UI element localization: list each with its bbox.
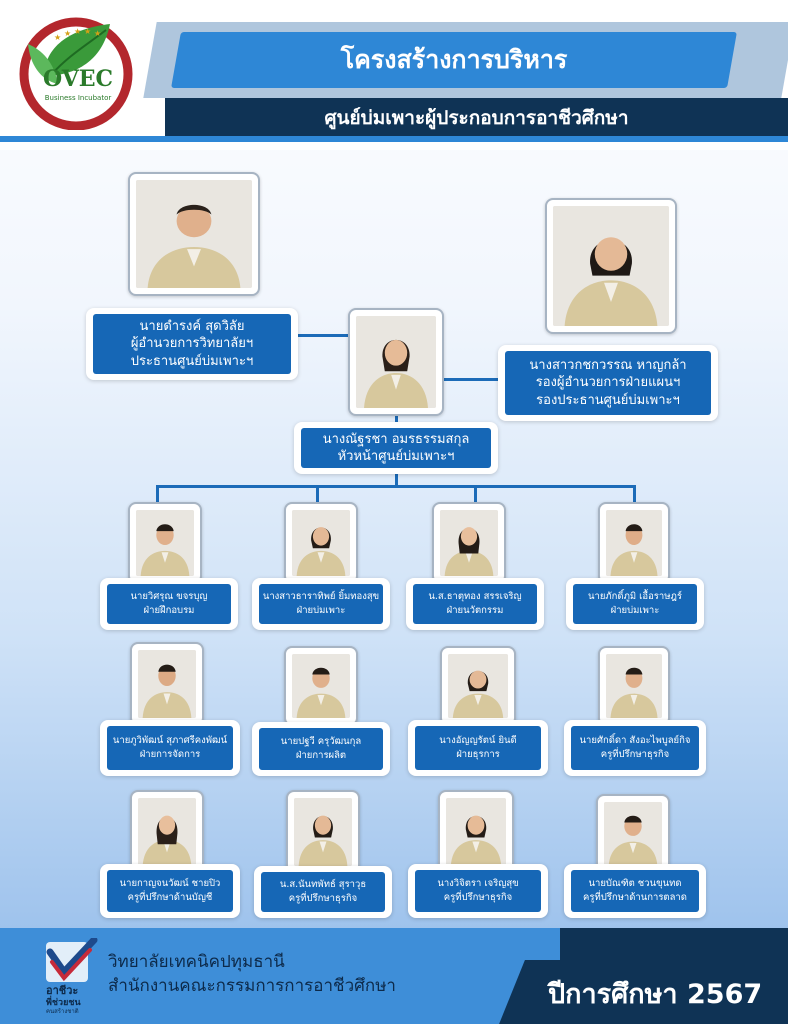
page-title: โครงสร้างการบริหาร xyxy=(340,45,568,74)
staff-role: ครูที่ปรึกษาธุรกิจ xyxy=(443,892,513,903)
staff-name: นายภักดิ์ภูมิ เอื้อราษฎร์ xyxy=(588,591,682,603)
staff-role: ฝ่ายการผลิต xyxy=(295,750,347,761)
staff-name: นายปฐวี ครุวัฒนกุล xyxy=(280,736,362,748)
person-photo-icon xyxy=(138,650,196,718)
staff-name: นายกาญจนวัฒน์ ชายปิว xyxy=(119,878,221,890)
deputy-card xyxy=(498,345,718,421)
staff-name: นายบัณฑิต ชวนขุนทด xyxy=(588,878,682,890)
svg-text:★: ★ xyxy=(94,29,102,38)
vocational-logo xyxy=(44,938,100,1014)
staff-card xyxy=(408,720,548,776)
staff-photo xyxy=(284,646,358,726)
college-name: วิทยาลัยเทคนิคปทุมธานี xyxy=(108,952,285,972)
staff-card xyxy=(254,866,392,918)
staff-photo xyxy=(432,502,506,584)
staff-role: ฝ่ายฝึกอบรม xyxy=(143,605,195,616)
person-photo-icon xyxy=(446,798,506,866)
svg-text:★: ★ xyxy=(74,27,82,36)
vocational-logo-line3: คนสร้างชาติ xyxy=(46,1008,79,1014)
person-photo-icon xyxy=(136,180,252,288)
academic-year: ปีการศึกษา 2567 xyxy=(548,979,763,1010)
head-name: นางณัฐรชา อมรธรรมสกุล xyxy=(322,431,470,447)
staff-photo xyxy=(284,502,358,584)
svg-text:Business Incubator: Business Incubator xyxy=(44,94,112,102)
staff-card xyxy=(100,578,238,630)
director-name: นายดำรงค์ สุดวิลัย xyxy=(139,319,245,335)
staff-role: ฝ่ายธุรการ xyxy=(456,749,500,760)
person-photo-icon xyxy=(606,510,662,576)
deputy-role: รองประธานศูนย์บ่มเพาะฯ xyxy=(536,392,680,408)
staff-role: ครูที่ปรึกษาธุรกิจ xyxy=(288,893,358,904)
staff-name: นางสาวธาราทิพย์ ยิ้มทองสุข xyxy=(262,591,380,603)
staff-card xyxy=(564,720,706,776)
staff-name: นางวิจิตรา เจริญสุข xyxy=(437,878,519,890)
staff-card xyxy=(252,722,390,776)
staff-card xyxy=(564,864,706,918)
connector-line xyxy=(441,378,499,381)
person-photo-icon xyxy=(294,798,352,866)
deputy-position: รองผู้อำนวยการฝ่ายแผนฯ xyxy=(535,375,681,391)
person-photo-icon xyxy=(136,510,194,576)
staff-name: นายภูวิพัฒน์ สุภาศรีคงพัฒน์ xyxy=(112,735,228,747)
vocational-logo-line1: อาชีวะ xyxy=(46,984,79,997)
director-card xyxy=(86,308,298,380)
staff-card xyxy=(100,720,240,776)
svg-text:★: ★ xyxy=(54,33,62,42)
staff-photo xyxy=(130,790,204,874)
person-photo-icon xyxy=(604,802,662,866)
office-name: สำนักงานคณะกรรมการการอาชีวศึกษา xyxy=(108,976,396,996)
staff-photo xyxy=(598,502,670,584)
staff-name: นายศักดิ์ดา สังอะไพบูลย์กิจ xyxy=(579,735,691,747)
svg-text:OVEC: OVEC xyxy=(42,66,114,92)
page-subtitle: ศูนย์บ่มเพาะผู้ประกอบการอาชีวศึกษา xyxy=(324,107,629,129)
staff-role: ครูที่ปรึกษาด้านการตลาด xyxy=(583,892,687,903)
staff-card xyxy=(406,578,544,630)
staff-role: ครูที่ปรึกษาด้านบัญชี xyxy=(127,892,213,903)
svg-text:★: ★ xyxy=(64,29,72,38)
connector-line xyxy=(290,334,350,337)
head-photo xyxy=(348,308,444,416)
person-photo-icon xyxy=(448,654,508,718)
staff-card xyxy=(566,578,704,630)
staff-photo xyxy=(596,794,670,874)
staff-photo xyxy=(130,642,204,726)
vocational-logo-line2: พี่ช่วยชน xyxy=(46,998,81,1008)
staff-card xyxy=(252,578,390,630)
person-photo-icon xyxy=(138,798,196,866)
director-photo xyxy=(128,172,260,296)
staff-role: ฝ่ายบ่มเพาะ xyxy=(296,605,346,616)
staff-card xyxy=(408,864,548,918)
person-photo-icon xyxy=(440,510,498,576)
person-photo-icon xyxy=(292,654,350,718)
person-photo-icon xyxy=(606,654,662,718)
staff-photo xyxy=(286,790,360,874)
head-card xyxy=(294,422,498,474)
staff-role: ฝ่ายการจัดการ xyxy=(139,749,201,760)
staff-role: ครูที่ปรึกษาธุรกิจ xyxy=(600,749,670,760)
connector-line xyxy=(156,485,636,488)
person-photo-icon xyxy=(356,316,436,408)
staff-role: ฝ่ายบ่มเพาะ xyxy=(610,605,660,616)
staff-name: น.ส.ธาตุทอง สรรเจริญ xyxy=(428,591,522,603)
director-position: ผู้อำนวยการวิทยาลัยฯ xyxy=(130,336,254,352)
staff-photo xyxy=(440,646,516,726)
person-photo-icon xyxy=(292,510,350,576)
staff-role: ฝ่ายนวัตกรรม xyxy=(446,605,504,616)
svg-text:★: ★ xyxy=(84,27,92,36)
deputy-photo xyxy=(545,198,677,334)
person-photo-icon xyxy=(553,206,669,326)
deputy-name: นางสาวกชกวรรณ หาญกล้า xyxy=(529,358,687,374)
head-role: หัวหน้าศูนย์บ่มเพาะฯ xyxy=(337,449,455,464)
staff-name: นายวิศรุณ ขจรบุญ xyxy=(130,591,208,603)
staff-card xyxy=(100,864,240,918)
staff-photo xyxy=(128,502,202,584)
ovec-logo xyxy=(14,14,138,130)
staff-name: นางอัญญรัตน์ ยินดี xyxy=(439,735,517,747)
staff-name: น.ส.นันทพัทธ์ สุราวุธ xyxy=(279,879,367,891)
director-role: ประธานศูนย์บ่มเพาะฯ xyxy=(130,353,254,369)
staff-photo xyxy=(598,646,670,726)
staff-photo xyxy=(438,790,514,874)
